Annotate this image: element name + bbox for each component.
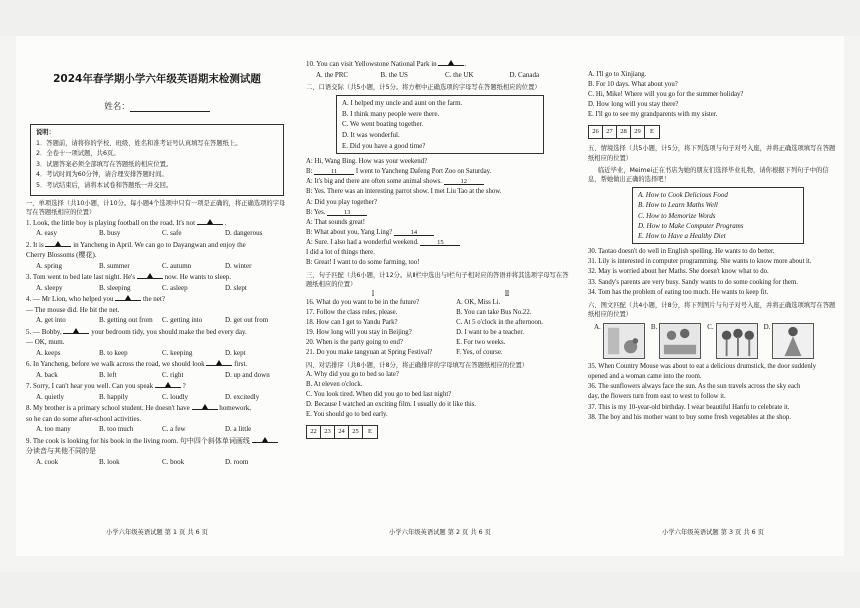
question-options — [26, 315, 288, 326]
notes-title: 说明： — [36, 129, 55, 136]
dialogue-text: B: Yes. — [306, 208, 326, 216]
question-continuation: — The mouse did. He bit the net. — [26, 305, 120, 314]
section-5-intro: 临近毕业，Meimei正在书店为她的朋友们选择毕业礼物，请你根据下列句子中的信息，帮她做出正确的选择吧！ — [588, 166, 829, 184]
question-after: the net? — [143, 295, 165, 304]
triangle-icon — [73, 328, 79, 333]
option: C. getting into — [162, 316, 203, 325]
picture-row — [594, 323, 838, 359]
ordering-line: B. For 10 days. What about you? — [588, 81, 678, 89]
note-line: 3．试题答案必须全部填写在答题纸的相应位置。 — [36, 160, 173, 168]
question-after: first. — [234, 360, 248, 369]
match-question: 19. How long will you stay in Beijing? — [306, 328, 412, 336]
note-line: 5．考试结束后，请将本试卷和答题纸一并交回。 — [36, 181, 173, 189]
question-10: 10. You can visit Yellowstone National Park in . — [306, 60, 467, 68]
ordering-lines — [306, 370, 574, 420]
answer-blank — [155, 380, 181, 388]
option: A. spring — [36, 261, 63, 270]
option: A. sleepy — [36, 283, 63, 292]
question-10-options: A. the PRC B. the US C. the UK D. Canada — [316, 70, 540, 79]
page-footer: 小学六年级英语试题 第 1 页 共 6 页 — [106, 529, 208, 536]
option: B. happily — [99, 392, 129, 401]
question-after: now. He wants to sleep. — [164, 273, 232, 282]
question-7 — [26, 380, 288, 392]
dialogue-text: A: Sure. I also had a wonderful weekend. — [306, 238, 419, 246]
picture-sentence: 36. The sunflowers always face the sun. As the sun travels across the sky each — [588, 383, 801, 391]
option: A. keeps — [36, 348, 61, 357]
picture-b: B. — [651, 323, 701, 359]
option: C. autumn — [162, 261, 192, 270]
picture-c: C. — [707, 323, 757, 359]
dialogue-text: I did a lot of things there. — [306, 249, 375, 257]
situation-line: 30. Taotao doesn't do well in English spelling. He wants to do better. — [588, 248, 775, 256]
option: D. get out from — [225, 316, 269, 325]
question-stem: 2. It is — [26, 240, 44, 249]
dialogue-blank: 15 — [420, 238, 460, 246]
option: B. summer — [99, 261, 130, 270]
match-row — [306, 308, 574, 318]
question-stem: 3. Tom went to bed late last night. He's — [26, 273, 136, 282]
ordering-line: E. I'll go to see my grandparents with my sister. — [588, 111, 718, 119]
question-after: in Yancheng in April. We can go to Dayangwan and enjoy the — [73, 240, 246, 249]
section-6-heading: 六、图文匹配（共4小题，计8分，将下列图片与句子对号入座，并将正确选项填写在答题纸相应的位置） — [588, 301, 836, 318]
question-5 — [26, 326, 288, 338]
answer-blank — [115, 293, 141, 301]
dialogue-blank: 14 — [394, 228, 434, 236]
name-line — [130, 103, 210, 112]
name-label: 姓名： — [104, 102, 130, 112]
dialogue-line — [306, 198, 574, 208]
triangle-icon — [207, 219, 213, 224]
answer-blank — [137, 271, 163, 279]
dialogue-blank: 13 — [327, 208, 367, 216]
dialogue-text: B: Yes. There was an interesting parrot show. I met Liu Tao at the show. — [306, 188, 502, 196]
page-3 — [588, 36, 838, 556]
ordering-line: A. I'll go to Xinjiang. — [588, 71, 647, 78]
section-3-heading: 三、句子匹配（共6小题，计12分。从Ⅱ栏中选出与Ⅰ栏句子相对应的答语并将其选项字母写在答题纸相应的位置） — [306, 272, 569, 289]
triangle-icon — [165, 382, 171, 387]
picture-sentence: 38. The boy and his mother want to buy some fresh vegetables at the shop. — [588, 413, 791, 421]
question-options — [26, 457, 288, 468]
dialogue-line — [306, 167, 574, 177]
question-continuation: so he can do some after-school activities. — [26, 414, 142, 423]
dialogue — [306, 157, 574, 268]
option: D. winter — [225, 261, 252, 270]
situation-list — [588, 247, 838, 297]
question-options — [26, 261, 288, 272]
dialogue-text: A: That sounds great! — [306, 218, 365, 226]
option: C. a few — [162, 425, 186, 434]
question-4 — [26, 293, 288, 305]
option: D. excitedly — [225, 392, 260, 401]
picture-a: A. — [594, 323, 645, 359]
dialogue-text: B: Great! I want to do some farming, too! — [306, 259, 420, 267]
matching-table — [306, 298, 574, 358]
match-row — [306, 338, 574, 348]
match-row — [306, 318, 574, 328]
option: C. book — [162, 457, 185, 466]
instructions-box — [30, 124, 284, 196]
match-answer: D. I want to be a teacher. — [456, 328, 525, 336]
question-stem: 9. The cook is looking for his book in the living room. 句中四个斜体单词画线 — [26, 436, 250, 445]
picture-sentences — [588, 362, 838, 423]
question-options — [26, 392, 288, 403]
question-options — [26, 424, 288, 435]
dialogue-blank: 12 — [444, 177, 484, 185]
option: C. loudly — [162, 392, 189, 401]
question-9 — [26, 435, 288, 447]
question-options — [26, 370, 288, 381]
match-answer: C. At 5 o'clock in the afternoon. — [456, 318, 544, 326]
scan-top-margin — [0, 0, 860, 36]
ordering-line: A. Why did you go to bed so late? — [306, 370, 399, 378]
ordering-line: E. You should go to bed early. — [306, 411, 388, 419]
situation-line: 31. Lily is interested in computer programming. She wants to know more about it. — [588, 258, 812, 266]
answer-blank — [192, 402, 218, 410]
question-options — [26, 283, 288, 294]
triangle-icon — [55, 241, 61, 246]
ordering-answer-grid: 22 23 24 25 E — [306, 425, 378, 439]
name-row — [26, 100, 288, 112]
match-question: 18. How can I get to Yandu Park? — [306, 318, 398, 326]
situation-line: 34. Tom has the problem of eating too much. He wants to keep fit. — [588, 288, 769, 296]
dialogue-options-box: A. I helped my uncle and aunt on the farm. B. I think many people were there. C. We went boating together. D. It was wonderful. E. Did you have a good time? — [336, 95, 544, 154]
option: A. cook — [36, 457, 59, 466]
book-options-box: A. How to Cook Delicious Food B. How to Learn Maths Well C. How to Memorize Words D. How to Make Computer Programs E. How to Have a Healthy Diet — [632, 187, 804, 244]
question-6 — [26, 358, 288, 370]
option: A. too many — [36, 425, 71, 434]
section-4-heading: 四、对话排序（共8小题，计8分，将正确排序的字母填写在答题纸相应的位置） — [306, 361, 529, 369]
option: D. slept — [225, 283, 247, 292]
section-2-heading: 二、口语交际（共5小题，计5分。将方框中正确选项的字母写在答题纸相应的位置） — [306, 84, 541, 91]
option: B. too much — [99, 425, 134, 434]
match-answer: A. OK, Miss Li. — [456, 298, 501, 306]
picture-sentence: 37. This is my 10-year-old birthday. I wear beautiful Hanfu to celebrate it. — [588, 403, 790, 411]
option: D. dangerous — [225, 229, 263, 238]
answer-blank — [252, 435, 278, 443]
dialogue-line — [306, 157, 574, 167]
dialogue-after: I went to Yancheng Dafeng Port Zoo on Saturday. — [355, 168, 492, 176]
option: A. easy — [36, 229, 57, 238]
page-2 — [306, 36, 574, 556]
option: B. getting out from — [99, 316, 153, 325]
triangle-icon — [147, 273, 153, 278]
ordering-continued — [588, 70, 838, 120]
option: B. sleeping — [99, 283, 131, 292]
note-line: 4．考试时间为60分钟，请合理安排答题时间。 — [36, 171, 168, 179]
question-after: ? — [182, 382, 186, 391]
answer-blank — [438, 58, 464, 66]
option: A. get into — [36, 316, 66, 325]
dialogue-line — [306, 177, 574, 187]
note-line: 2．全卷十一项试题，共6页。 — [36, 150, 120, 158]
triangle-icon — [125, 295, 131, 300]
question-options — [26, 228, 288, 239]
option: B. look — [99, 457, 120, 466]
answer-blank — [63, 326, 89, 334]
section-5-heading: 五、情境选择（共5小题，计5分，将下列选项与句子对号入座，并将正确选项填写在答题纸相应的位置） — [588, 145, 836, 162]
question-stem: 1. Look, the little boy is playing football on the road. It's not — [26, 218, 196, 227]
question-list — [26, 217, 288, 468]
match-question: 20. When is the party going to end? — [306, 338, 403, 346]
picture-d: D. — [764, 323, 815, 359]
dialogue-text: A: Hi, Wang Bing. How was your weekend? — [306, 158, 428, 166]
triangle-icon — [448, 60, 454, 65]
situation-line: 33. Sandy's parents are very busy. Sandy wants to do some cooking for them. — [588, 278, 798, 286]
question-1 — [26, 217, 288, 229]
option: B. left — [99, 370, 117, 379]
dialogue-text: A: Did you play together? — [306, 198, 377, 206]
match-question: 16. What do you want to be in the future? — [306, 298, 420, 306]
scan-bottom-margin — [0, 572, 860, 608]
match-answer: E. For two weeks. — [456, 338, 506, 346]
exam-title: 2024年春学期小学六年级英语期末检测试题 — [53, 73, 261, 85]
dialogue-text: B: What about you, Yang Ling? — [306, 228, 393, 236]
match-answer: B. You can take Bus No.22. — [456, 308, 532, 316]
option: C. safe — [162, 229, 182, 238]
question-stem: 4. — Mr Lion, who helped you — [26, 295, 114, 304]
option: C. asleep — [162, 283, 188, 292]
option: A. back — [36, 370, 58, 379]
situation-line: 32. May is worried about her Maths. She doesn't know what to do. — [588, 268, 769, 276]
picture-sentence: 35. When Country Mouse was about to eat a delicious drumstick, the door suddenly — [588, 363, 817, 371]
dialogue-line — [306, 238, 574, 248]
question-after: homework, — [219, 404, 251, 413]
question-3 — [26, 271, 288, 283]
dialogue-text: B: — [306, 168, 313, 176]
option: C. keeping — [162, 348, 193, 357]
triangle-icon — [262, 437, 268, 442]
question-continuation: Cherry Blossoms (樱花). — [26, 251, 97, 260]
option: B. to keep — [99, 348, 128, 357]
match-row — [306, 348, 574, 358]
match-question: 21. Do you make tangyuan at Spring Festival? — [306, 348, 433, 356]
question-stem: 5. — Bobby, — [26, 327, 62, 336]
question-8 — [26, 402, 288, 414]
answer-blank — [45, 239, 71, 247]
match-row — [306, 328, 574, 338]
option: C. right — [162, 370, 184, 379]
dialogue-blank: 11 — [314, 167, 354, 175]
page-1 — [26, 36, 288, 556]
ordering-line: C. Hi, Mike! Where will you go for the summer holiday? — [588, 91, 744, 99]
option: D. up and down — [225, 370, 270, 379]
question-after: . — [224, 218, 227, 227]
match-answer: F. Yes, of course. — [456, 348, 503, 356]
option: D. a little — [225, 425, 252, 434]
question-after: your bedroom tidy, you should make the bed every day. — [91, 327, 247, 336]
dialogue-line — [306, 187, 574, 197]
note-line: 1．答题前，请将你的学校、班级、姓名和准考证号认真填写在答题纸上。 — [36, 139, 242, 147]
question-continuation: 分读音与其他不同的是 — [26, 447, 96, 456]
page-footer: 小学六年级英语试题 第 3 页 共 6 页 — [662, 529, 764, 536]
question-stem: 8. My brother is a primary school student. He doesn't have — [26, 404, 190, 413]
option: A. quietly — [36, 392, 64, 401]
dialogue-text: A: It's big and there are often some animal shows. — [306, 178, 442, 186]
match-question: 17. Follow the class rules, please. — [306, 308, 398, 316]
ordering-line: D. How long will you stay there? — [588, 101, 679, 109]
section-1-heading: 一、单项选择（共10小题，计10分。每小题4个选项中只有一项是正确的，将正确选项的字母写在答题纸相应的位置） — [26, 199, 286, 216]
triangle-icon — [216, 360, 222, 365]
question-options — [26, 348, 288, 359]
ordering-line: B. At eleven o'clock. — [306, 380, 363, 388]
question-stem: 7. Sorry, I can't hear you well. Can you speak — [26, 382, 154, 391]
mouse-kitchen-picture — [603, 323, 645, 359]
ordering-line: D. Because I watched an exciting film. I usually do it like this. — [306, 401, 477, 409]
hanfu-girl-picture — [772, 323, 814, 359]
option: D. kept — [225, 348, 246, 357]
option: D. room — [225, 457, 249, 466]
ordering-line: C. You look tired. When did you go to bed last night? — [306, 391, 452, 398]
dialogue-line — [306, 218, 574, 228]
picture-sentence: day, the flowers turn from east to west to follow it. — [588, 393, 726, 401]
question-continuation: — OK, mum. — [26, 338, 65, 347]
match-row — [306, 298, 574, 308]
match-column-heads: Ⅰ Ⅱ — [371, 289, 510, 298]
page-footer: 小学六年级英语试题 第 2 页 共 6 页 — [389, 529, 491, 536]
dialogue-line — [306, 248, 574, 258]
picture-sentence: opened and a woman came into the room. — [588, 373, 702, 381]
dialogue-line — [306, 208, 574, 218]
exam-sheet — [16, 36, 844, 556]
question-2 — [26, 239, 288, 251]
option: B. busy — [99, 229, 121, 238]
answer-blank — [206, 358, 232, 366]
triangle-icon — [202, 404, 208, 409]
dialogue-line — [306, 228, 574, 238]
question-stem: 6. In Yancheng, before we walk across the road, we should look — [26, 360, 205, 369]
answer-blank — [197, 217, 223, 225]
ordering-answer-grid-2: 26 27 28 29 E — [588, 125, 660, 139]
dialogue-line — [306, 258, 574, 268]
vegetable-shop-picture — [659, 323, 701, 359]
sunflowers-picture — [716, 323, 758, 359]
